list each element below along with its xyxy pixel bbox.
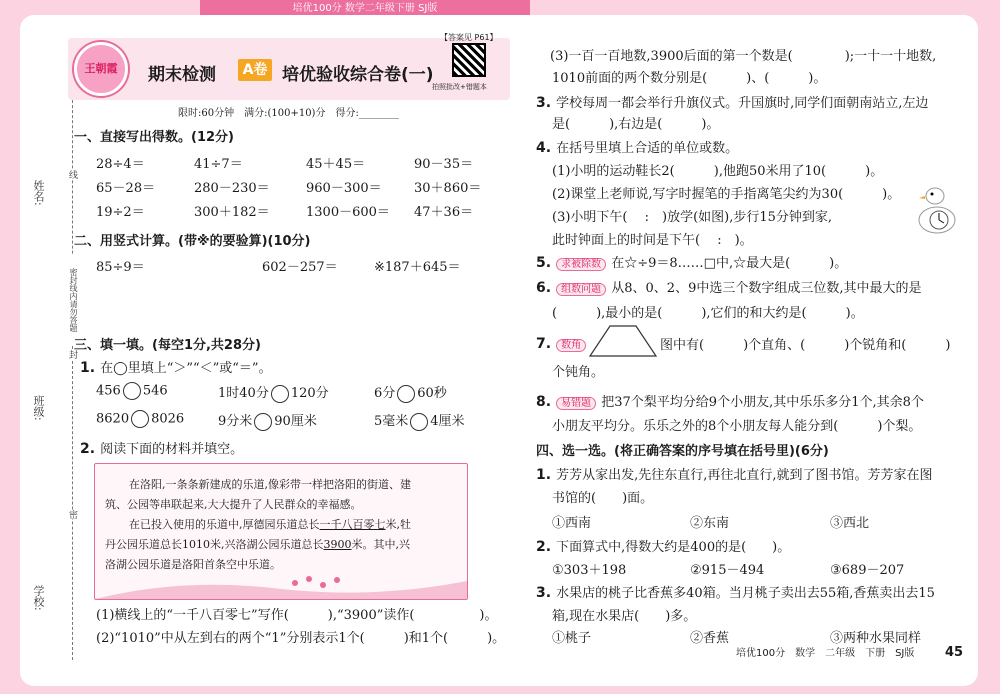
choice-option[interactable]: ①303＋198 [552, 563, 627, 578]
topic-tag: 数角 [556, 339, 586, 352]
passage-line: 洛湖公园乐道是洛阳首条空中乐道。 [105, 558, 281, 571]
top-banner: 培优100分 数学二年级下册 SJ版 [200, 0, 530, 17]
section-3-title: 三、填一填。(每空1分,共28分) [74, 338, 261, 353]
passage-line: 在洛阳,一条条新建成的乐道,像彩带一样把洛阳的街道、建 [129, 478, 411, 491]
seal-note: 密封线内请勿答题 [67, 255, 79, 345]
seal-tag-2: 封 [67, 350, 77, 359]
calc-item: 65－28＝ [96, 181, 156, 196]
section-2-title: 二、用竖式计算。(带※的要验算)(10分) [74, 234, 311, 249]
question-1 [80, 357, 272, 376]
compare-circle[interactable] [131, 410, 149, 428]
choice-option[interactable]: ③西北 [830, 516, 870, 531]
passage-sub-question-2: (2)“1010”中从左到右的两个“1”分别表示1个( )和1个( )。 [96, 631, 506, 646]
title-left: 期末检测 [148, 65, 216, 85]
compare-item: 456 546 [96, 383, 168, 399]
topic-tag: 组数问题 [556, 283, 606, 296]
calc-item: 300＋182＝ [194, 205, 270, 220]
passage-line: 在已投入使用的乐道中,厚德园乐道总长一千八百零七米,牡 [129, 518, 411, 531]
choice-question-1: 1. 芳芳从家出发,先往东直行,再往北直行,就到了图书馆。芳芳家在图 [536, 467, 933, 483]
question-4: 4. 在括号里填上合适的单位或数。 [536, 140, 739, 156]
topic-tag: 易错题 [556, 397, 596, 410]
vertical-calc-item: ※187＋645＝ [374, 260, 461, 275]
calc-item: 28÷4＝ [96, 157, 145, 172]
choice-option[interactable]: ③689－207 [830, 563, 905, 578]
compare-item: 1时40分 120分 [218, 386, 329, 401]
choice-option[interactable]: ②香蕉 [690, 631, 730, 646]
reading-passage [94, 463, 468, 600]
binding-strip [28, 60, 78, 660]
question-5: 5. 求被除数 在☆÷9＝8……□中,☆最大是( )。 [536, 255, 848, 271]
page-footer: 培优100分 数学 二年级 下册 SJ版 [736, 648, 915, 659]
question-8: 8. 易错题 把37个梨平均分给9个小朋友,其中乐乐多分1个,其余8个 [536, 394, 924, 410]
seal-tag-1: 线 [67, 170, 77, 179]
question-7: 7. 数角 [536, 333, 586, 352]
vertical-calc-item: 85÷9＝ [96, 260, 145, 275]
choice-option[interactable]: ①西南 [552, 516, 592, 531]
compare-item: 5毫米 4厘米 [374, 414, 465, 429]
question-8-cont: 小朋友平均分。乐乐之外的8个小朋友每人能分到( )个梨。 [552, 419, 922, 434]
name-label: 姓名: [32, 180, 45, 206]
trapezoid-figure [588, 324, 658, 358]
vertical-calc-item: 602－257＝ [262, 260, 338, 275]
passage-line: 筑、公园等串联起来,大大提升了人民群众的幸福感。 [105, 498, 362, 511]
compare-item: 9分米 90厘米 [218, 414, 317, 429]
choice-option[interactable]: ②东南 [690, 516, 730, 531]
page-number: 45 [945, 645, 964, 660]
choice-option[interactable]: ②915－494 [690, 563, 765, 578]
choice-option[interactable]: ①桃子 [552, 631, 592, 646]
question-number: 1. [80, 360, 96, 376]
question-4-sub-3: (3)小明下午( : )放学(如图),步行15分钟到家, [552, 210, 833, 225]
section-4-title: 四、选一选。(将正确答案的序号填在括号里)(6分) [536, 444, 829, 459]
compare-item: 6分 60秒 [374, 386, 447, 401]
passage-sub-question-3: (3)一百一百地数,3900后面的第一个数是( );一十一十地数, [550, 49, 937, 64]
calc-item: 47＋36＝ [414, 205, 474, 220]
calc-item: 280－230＝ [194, 181, 270, 196]
brand-logo: 王朝霞 [74, 42, 128, 96]
passage-line: 丹公园乐道总长1010米,兴洛湖公园乐道总长3900米。其中,兴 [105, 538, 410, 551]
compare-circle[interactable] [254, 413, 272, 431]
time-info: 限时:60分钟 满分:(100+10)分 得分:________ [178, 108, 399, 119]
seal-tag-3: 密 [67, 510, 77, 519]
choice-question-3-cont: 箱,现在水果店( )多。 [552, 609, 697, 624]
calc-item: 90－35＝ [414, 157, 474, 172]
question-2 [80, 438, 243, 457]
calc-item: 45＋45＝ [306, 157, 366, 172]
seal-line [72, 60, 73, 660]
school-label: 学校: [32, 585, 45, 611]
answer-ref: 【答案见 P61】 [440, 33, 498, 42]
paper-badge: A卷 [238, 59, 272, 81]
title-right: 培优验收综合卷(一) [282, 65, 434, 85]
question-3: 3. 学校每周一都会举行升旗仪式。升国旗时,同学们面朝南站立,左边 [536, 95, 929, 111]
class-label: 班级: [32, 395, 45, 421]
passage-sub-question-3-cont: 1010前面的两个数分别是( )、( )。 [552, 71, 827, 86]
question-text: 阅读下面的材料并填空。 [100, 442, 244, 457]
question-4-sub-2: (2)课堂上老师说,写字时握笔的手指离笔尖约为30( )。 [552, 187, 901, 202]
choice-option[interactable]: ③两种水果同样 [830, 631, 922, 646]
topic-tag: 求被除数 [556, 258, 606, 271]
qr-code-icon[interactable] [452, 43, 486, 77]
compare-item: 8620 8026 [96, 411, 185, 427]
section-1-title: 一、直接写出得数。(12分) [74, 130, 234, 145]
passage-sub-question-1: (1)横线上的“一千八百零七”写作( ),“3900”读作( )。 [96, 608, 498, 623]
question-text: 在◯里填上“＞”“＜”或“＝”。 [100, 361, 272, 376]
qr-caption: 拍照批改+错题本 [432, 83, 487, 91]
flower-decoration [95, 571, 467, 599]
calc-item: 960－300＝ [306, 181, 382, 196]
choice-question-1-cont: 书馆的( )面。 [552, 491, 654, 506]
calc-item: 1300－600＝ [306, 205, 390, 220]
choice-question-3: 3. 水果店的桃子比香蕉多40箱。当月桃子卖出去55箱,香蕉卖出去15 [536, 585, 935, 601]
question-6-cont: ( ),最小的是( ),它们的和大约是( )。 [552, 306, 864, 321]
question-3-cont: 是( ),右边是( )。 [552, 117, 720, 132]
compare-circle[interactable] [123, 382, 141, 400]
question-4-sub-1: (1)小明的运动鞋长2( ),他跑50米用了10( )。 [552, 164, 884, 179]
choice-question-2: 2. 下面算式中,得数大约是400的是( )。 [536, 539, 791, 555]
goose-clock-icon [915, 186, 957, 234]
compare-circle[interactable] [397, 385, 415, 403]
question-number: 2. [80, 441, 96, 457]
question-7-text: 图中有( )个直角、( )个锐角和( ) [660, 338, 951, 353]
calc-item: 41÷7＝ [194, 157, 243, 172]
compare-circle[interactable] [271, 385, 289, 403]
question-7-cont: 个钝角。 [552, 365, 605, 380]
question-4-sub-4: 此时钟面上的时间是下午( : )。 [552, 233, 753, 248]
question-6: 6. 组数问题 从8、0、2、9中选三个数字组成三位数,其中最大的是 [536, 280, 922, 296]
compare-circle[interactable] [410, 413, 428, 431]
calc-item: 30＋860＝ [414, 181, 482, 196]
calc-item: 19÷2＝ [96, 205, 145, 220]
